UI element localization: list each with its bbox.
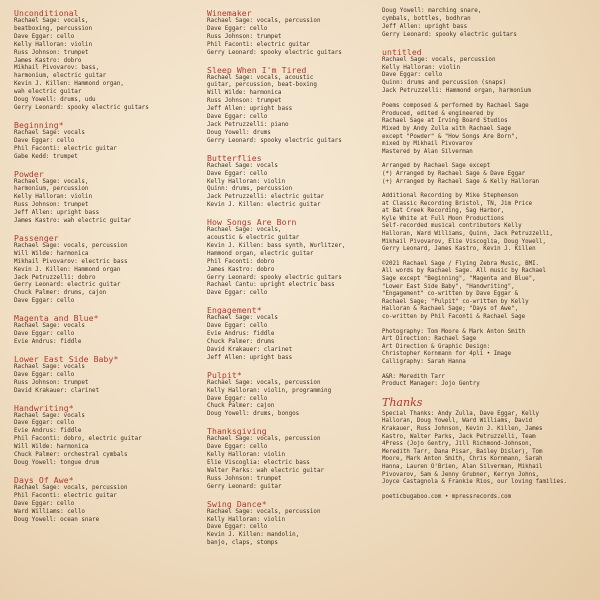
song-credit-block	[207, 153, 382, 210]
musician-credit: guitar, percussion, beat-boxing	[207, 82, 317, 89]
musician-credit: Will Wilde: harmonica	[14, 444, 89, 451]
production-credit-line: at Bat Creek Recording, Sag Harbor,	[382, 208, 505, 215]
musician-credit: Phil Faconti: electric guitar	[14, 145, 117, 152]
production-credit-line: All words by Rachael Sage. All music by Rachael	[382, 268, 547, 275]
musician-credit: Phil Faconti: dobro, electric guitar	[14, 436, 142, 443]
musician-credit: Chuck Palmer: drums	[207, 339, 275, 345]
musician-credit: Rachael Sage: vocals	[14, 363, 85, 370]
musician-credit: Gerry Leonard: guitar	[207, 483, 282, 490]
production-credit-line: Kyle White at Full Moon Productions	[382, 215, 505, 222]
production-credit-line: Christopher Kornmann for 4pli • Image	[382, 351, 512, 358]
musician-credit: Doug Yowell: ocean snare	[14, 516, 100, 523]
musician-credit: Will Wilde: harmonica	[14, 250, 89, 257]
musician-credit: Russ Johnson: trumpet	[207, 475, 282, 482]
musician-credit: Rachael Sage: vocals, percussion	[207, 508, 321, 515]
musician-credit: Dave Eggar: cello	[14, 298, 75, 305]
musician-credit: Kevin J. Killen: Hammond organ	[14, 266, 121, 273]
song-credit-block	[14, 354, 204, 396]
musician-credit: Dave Eggar: cello	[14, 33, 75, 40]
song-title: Winemaker	[207, 8, 252, 18]
thanks-line: Krakauer, Russ Johnson, Kevin J. Killen, James	[382, 425, 543, 432]
song-credit-block	[207, 370, 382, 420]
song-title: Pulpit*	[207, 369, 242, 380]
musician-credit: David Krakauer: clarinet	[14, 387, 100, 394]
musician-credit: Dave Eggar: cello	[207, 170, 268, 177]
song-title: Butterflies	[207, 152, 262, 163]
musician-credit: Mikhail Pivovarov: bass,	[14, 65, 100, 72]
song-title: Thanksgiving	[207, 426, 267, 437]
song-title: Swing Dance*	[207, 498, 267, 509]
musician-credit: Jeff Allen: upright bass	[207, 106, 293, 113]
thanks-line: Moore, Mark Anton Smith, Chris Kornmann, Sarah	[382, 456, 543, 463]
musician-credit: Mikhail Pivovarov: electric bass	[14, 258, 128, 265]
musician-credit: Dave Eggar: cello	[207, 290, 268, 297]
production-credits-paragraph	[382, 103, 594, 156]
production-credit-line: "Lower East Side Baby", "Handwriting",	[382, 283, 515, 290]
musician-credit: Hammond organ, electric guitar	[207, 250, 314, 257]
song-credit-block	[14, 313, 204, 347]
musician-credit: Kevin J. Killen: electric guitar	[207, 202, 321, 209]
song-credit-block	[14, 169, 204, 226]
song-credit-block	[14, 8, 204, 113]
musician-credit: Rachael Sage: vocals	[14, 323, 85, 330]
musician-credit: Jack Petruzzelli: Hammond organ, harmonium	[382, 88, 531, 95]
production-credit-line: co-written by Phil Faconti & Rachael Sage	[382, 314, 526, 320]
musician-credit: Dave Eggar: cello	[14, 331, 75, 338]
musician-credit: Phil Faconti: electric guitar	[207, 41, 310, 48]
musician-credit: Dave Eggar: cello	[207, 524, 268, 531]
production-credit-line: Gerry Leonard, James Kastro, Kevin J. Killen	[382, 246, 536, 253]
musician-credit: Dave Eggar: cello	[14, 137, 75, 144]
musician-credit: Russ Johnson: trumpet	[207, 98, 282, 105]
musician-credit: Rachael Sage: vocals, percussion	[14, 242, 128, 249]
production-credit-line: Sage except "Beginning", "Magenta and Blue",	[382, 276, 536, 283]
production-credits-paragraph	[382, 193, 594, 254]
production-credits-paragraph	[382, 329, 594, 367]
musician-credit: Kelly Halloran: violin, programming	[207, 387, 332, 394]
thanks-line: 4Press (Jojo Gentry, Jill Richmond-Johnson,	[382, 441, 533, 448]
musician-credit: Dave Eggar: cello	[14, 420, 75, 427]
song-credit-block	[207, 499, 382, 549]
musician-credit: James Kastro: dobro	[207, 266, 275, 273]
thanks-line: Hanna, Lauren O'Brien, Alan Silverman, Mikhail	[382, 463, 543, 470]
musician-credit: Russ Johnson: trumpet	[14, 49, 89, 56]
production-credit-line: mixed by Mikhail Pivovarov	[382, 141, 473, 148]
musician-credit: Dave Eggar: cello	[207, 114, 268, 121]
song-credit-block	[14, 403, 204, 468]
thanks-heading: Thanks	[382, 395, 423, 409]
musician-credit: Rachael Sage: vocals	[14, 129, 85, 136]
production-credit-line: Art Direction: Rachael Sage	[382, 336, 477, 343]
song-title: Days Of Awe*	[14, 474, 74, 485]
musician-credit: cymbals, bottles, bodhran	[382, 15, 471, 22]
website-links: poeticbugaboo.com • mpressrecords.com	[382, 493, 512, 500]
production-credit-line: Rachael Sage; "Pulpit" co-written by Kelly	[382, 298, 529, 305]
song-title: Passenger	[14, 232, 59, 243]
song-title: Lower East Side Baby*	[14, 353, 119, 364]
song-credit-block	[14, 233, 204, 306]
production-credit-line: Art Direction & Graphic Design:	[382, 343, 491, 350]
musician-credit: Gerry Leonard: spooky electric guitars	[207, 49, 342, 56]
production-credit-line: Halloran & Rachael Sage; "Days of Awe",	[382, 306, 519, 313]
song-title: Powder	[14, 168, 44, 179]
song-credit-block	[207, 305, 382, 362]
musician-credit: Will Wilde: harmonica	[207, 90, 282, 97]
musician-credit: Jack Petruzzelli: electric guitar	[207, 194, 325, 201]
musician-credit: Dave Eggar: cello	[14, 500, 75, 507]
thanks-line: Special Thanks: Andy Zulla, Dave Eggar, Kelly	[382, 410, 540, 417]
musician-credit: Rachael Sage: vocals, percussion	[14, 484, 128, 491]
production-credit-line: Produced, edited & engineered by	[382, 110, 494, 117]
musician-credit: Rachael Sage: vocals, acoustic	[207, 74, 314, 81]
musician-credit: Chuck Palmer: cajon	[207, 403, 275, 410]
musician-credit: Kelly Halloran: violin	[14, 41, 93, 48]
musician-credit: Jack Petruzzelli: dobro	[14, 274, 96, 281]
musician-credit: Quinn: drums and percussion (snaps)	[382, 80, 507, 87]
credits-column-1	[14, 8, 204, 531]
musician-credit: Doug Yowell: marching snare,	[382, 8, 482, 14]
song-title: Sleep When I'm Tired	[207, 64, 307, 75]
musician-credit: Gerry Leonard: spooky electric guitars	[207, 137, 342, 144]
musician-credit: banjo, claps, stomps	[207, 540, 278, 547]
musician-credit: James Kastro: dobro	[14, 57, 82, 64]
production-credit-line: Mastered by Alan Silverman	[382, 148, 473, 155]
musician-credit: Rachael Sage: vocals, percussion	[382, 56, 496, 63]
song-title: Beginning*	[14, 119, 64, 130]
production-credit-line: (*) Arranged by Rachael Sage & Dave Eggar	[382, 170, 526, 177]
musician-credit: Kevin J. Killen: mandolin,	[207, 532, 300, 539]
musician-credit: Rachael Sage: vocals, percussion	[207, 18, 321, 24]
musician-credit: James Kastro: wah electric guitar	[14, 218, 132, 225]
musician-credit: Kelly Halloran: violin	[207, 178, 286, 185]
musician-credit: Russ Johnson: trumpet	[14, 379, 89, 386]
production-credit-line: (+) Arranged by Rachael Sage & Kelly Halloran	[382, 178, 540, 185]
production-credit-line: Additional Recording by Mike Stephenson	[382, 193, 519, 200]
musician-credit: Evie Andrus: fiddle	[207, 331, 275, 338]
musician-credit: Dave Eggar: cello	[207, 395, 268, 402]
production-credit-line: Arranged by Rachael Sage except	[382, 163, 491, 170]
song-title: Handwriting*	[14, 402, 74, 413]
production-credit-line: A&R: Meredith Tarr	[382, 373, 445, 380]
production-credit-line: Rachael Sage at Irving Board Studios	[382, 118, 508, 125]
musician-credit: Doug Yowell: drums, bongos	[207, 411, 300, 418]
musician-credit: acoustic & electric guitar	[207, 235, 300, 242]
musician-credit: Dave Eggar: cello	[207, 323, 268, 330]
musician-credit: Gerry Leonard: electric guitar	[14, 282, 121, 289]
musician-credit: Gerry Leonard: spooky electric guitars	[382, 31, 517, 38]
production-credit-line: Photography: Tom Moore & Mark Anton Smith	[382, 328, 526, 335]
musician-credit: Rachael Sage: vocals	[207, 162, 278, 169]
production-credit-line: Self-recorded musical contributors Kelly	[382, 223, 522, 230]
musician-credit: Doug Yowell: drums, udu	[14, 97, 96, 104]
musician-credit: Kelly Halloran: violin	[14, 194, 93, 201]
song-credit-block	[14, 120, 204, 162]
musician-credit: Russ Johnson: trumpet	[207, 33, 282, 40]
musician-credit: Evie Andrus: fiddle	[14, 428, 82, 435]
song-credit-block	[207, 217, 382, 298]
musician-credit: Rachael Sage: vocals, percussion	[207, 436, 321, 443]
musician-credit: Gerry Leonard: spooky electric guitars	[207, 274, 342, 281]
musician-credit: Chuck Palmer: orchestral cymbals	[14, 452, 128, 459]
production-credits-paragraph	[382, 374, 594, 389]
production-credit-line: except "Powder" & "How Songs Are Born",	[382, 133, 519, 140]
musician-credit: harmonium, electric guitar	[14, 73, 107, 80]
song-title: Magenta and Blue*	[14, 313, 99, 324]
musician-credit: Rachael Sage: vocals, percussion	[207, 379, 321, 386]
thanks-line: Meredith Tarr, Dana Pisar, Bailey Disler), Tom	[382, 448, 543, 455]
production-credits-paragraph	[382, 163, 594, 186]
musician-credit: Jeff Allen: upright bass	[382, 23, 468, 30]
musician-credit: Dave Eggar: cello	[207, 25, 268, 32]
musician-credit: Rachael Sage: vocals	[207, 315, 278, 322]
production-credit-line: Poems composed & performed by Rachael Sage	[382, 103, 529, 110]
musician-credit: Dave Eggar: cello	[207, 444, 268, 451]
musician-credit: Chuck Palmer: drums, cajon	[14, 290, 107, 297]
musician-credit: Kelly Halloran: violin	[207, 516, 286, 523]
musician-credit: Rachael Sage: vocals,	[14, 178, 89, 185]
production-credit-line: Product Manager: Jojo Gentry	[382, 381, 480, 388]
song-title: Engagement*	[207, 305, 262, 316]
musician-credit: Russ Johnson: trumpet	[14, 202, 89, 209]
thanks-line: Pivovarov, Sam & Jenny Grubner, Kerryn Johns,	[382, 471, 540, 478]
musician-credit: Gabe Kedd: trumpet	[14, 153, 78, 160]
musician-credit: Rachael Sage: vocals	[14, 412, 85, 419]
musician-credit: Rachael Sage: vocals,	[14, 18, 89, 24]
musician-credit: Kelly Halloran: violin	[207, 452, 286, 459]
song-credit-block	[207, 426, 382, 491]
musician-credit: David Krakauer: clarinet	[207, 346, 293, 353]
musician-credit: Phil Faconti: dobro	[207, 258, 275, 265]
production-credit-line: Calligraphy: Sarah Hanna	[382, 358, 466, 365]
musician-credit: Dave Eggar: cello	[382, 72, 443, 79]
thanks-paragraph	[382, 411, 594, 487]
song-credit-block	[207, 65, 382, 146]
musician-credit: harmonium, percussion	[14, 186, 89, 193]
production-credits-paragraph	[382, 261, 594, 322]
song-title: Unconditional	[14, 8, 79, 18]
musician-credit: Doug Yowell: tongue drum	[14, 459, 100, 466]
song-title: How Songs Are Born	[207, 217, 297, 228]
song-credit-block	[382, 47, 594, 97]
thanks-line: Kastro, Walter Parks, Jack Petruzzelli, Team	[382, 433, 536, 440]
song-title: untitled	[382, 46, 422, 57]
production-credit-line: Halloran, Ward Williams, Quinn, Jack Petruzzelli,	[382, 231, 554, 238]
production-credit-line: "Engagement" co-written by Dave Eggar &	[382, 291, 519, 298]
musician-credit: Rachael Sage: vocals,	[207, 227, 282, 234]
musician-credit: Jeff Allen: upright bass	[207, 354, 293, 361]
musician-credit: Gerry Leonard: spooky electric guitars	[14, 104, 149, 111]
musician-credit: Phil Faconti: electric guitar	[14, 492, 117, 499]
musician-credit: Jeff Allen: upright bass	[14, 210, 100, 217]
continued-credits	[382, 8, 594, 40]
production-credit-line: Mikhail Pivovarov, Elie Viscoglia, Doug Yowell,	[382, 238, 547, 245]
production-credit-line: ©2021 Rachael Sage / Flying Zebra Music, BMI.	[382, 260, 540, 267]
song-credit-block	[14, 475, 204, 525]
musician-credit: Jack Petruzzelli: piano	[207, 121, 289, 128]
musician-credit: Elie Viscoglia: electric bass	[207, 459, 310, 466]
production-credit-line: at Classic Recording Bristol, TN, Jim Price	[382, 200, 533, 207]
musician-credit: wah electric guitar	[14, 89, 82, 96]
thanks-line: Joyce Castagnola & Frankie Rios, our loving families.	[382, 479, 567, 486]
musician-credit: Ward Williams: cello	[14, 508, 85, 515]
musician-credit: Walter Parks: wah electric guitar	[207, 467, 325, 474]
musician-credit: Dave Eggar: cello	[14, 371, 75, 378]
musician-credit: Rachael Cantu: upright electric bass	[207, 282, 335, 289]
thanks-line: Halloran, Doug Yowell, Ward Williams, David	[382, 418, 533, 425]
musician-credit: Kelly Halloran: violin	[382, 64, 461, 71]
song-credit-block	[207, 8, 382, 58]
production-credit-line: Mixed by Andy Zulla with Rachael Sage	[382, 125, 512, 132]
musician-credit: Kevin J. Killen: bass synth, Wurlitzer,	[207, 242, 346, 249]
musician-credit: Evie Andrus: fiddle	[14, 339, 82, 345]
credits-column-2	[207, 8, 382, 555]
musician-credit: Kevin J. Killen: Hammond organ,	[14, 81, 124, 88]
credits-column-3	[382, 8, 594, 501]
musician-credit: Doug Yowell: drums	[207, 129, 271, 136]
musician-credit: Quinn: drums, percussion	[207, 186, 293, 193]
musician-credit: beatboxing, percussion	[14, 25, 93, 32]
